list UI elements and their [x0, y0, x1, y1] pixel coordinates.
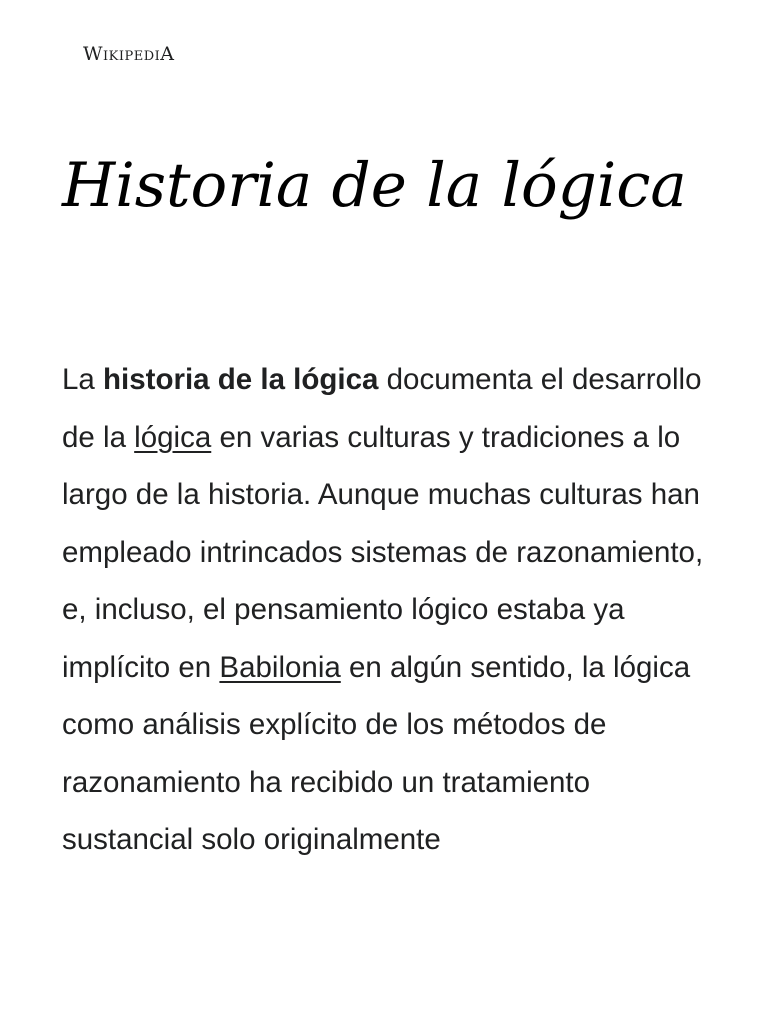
intro-lead-text: La — [62, 363, 104, 396]
link-logica[interactable]: lógica — [134, 420, 212, 454]
article-intro-paragraph — [62, 351, 712, 869]
intro-text-3: en algún sentido, la lógica como análisis explícito de los métodos de razonamiento ha recibido un tratamiento sustancial solo originalmente — [62, 650, 691, 856]
page-title: Historia de la lógica — [62, 150, 687, 221]
intro-text-2: en varias culturas y tradiciones a lo largo de la historia. Aunque muchas culturas han empleado intrincados sistemas de razonamiento, e, incluso, el pensamiento lógico estaba ya implícito en — [62, 420, 704, 684]
bold-term: historia de la lógica — [103, 363, 379, 396]
link-babilonia[interactable]: Babilonia — [219, 650, 341, 684]
intro-text-1: documenta el desarrollo de la — [62, 363, 702, 454]
wikipedia-wordmark-link[interactable]: WikipediA — [83, 43, 175, 65]
